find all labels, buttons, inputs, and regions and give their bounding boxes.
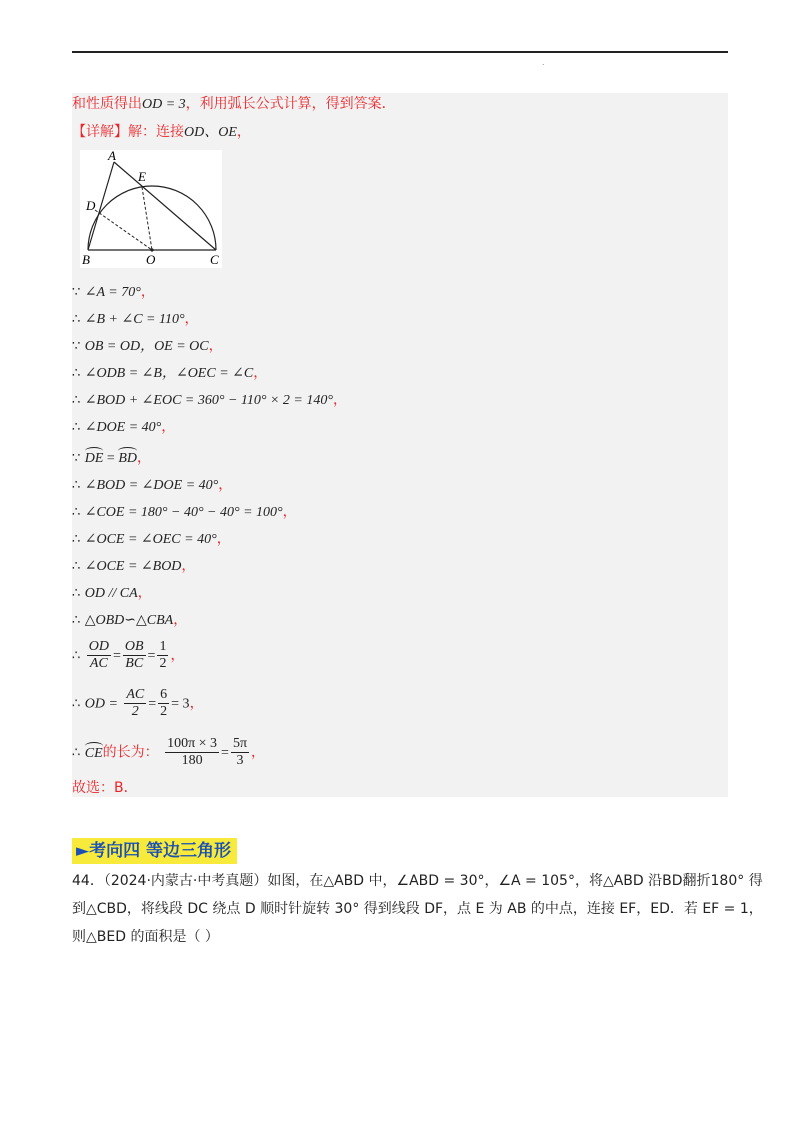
detail-text-end: ， <box>236 124 251 140</box>
label-a: A <box>108 150 116 163</box>
detail-math: OD、OE <box>184 125 237 140</box>
step-3: ∵ OB = OD，OE = OC， <box>72 338 223 354</box>
step-2: ∴ ∠B + ∠C = 110°， <box>72 311 199 327</box>
od-step: ∴ OD = $\frac{AC}{2}$ = $\frac{6}{2}$ = 3， <box>72 687 204 719</box>
question-line-1: 44．（2024·内蒙古·中考真题）如图，在△ABD 中，∠ABD = 30°，∠A = 105°，将△ABD 沿BD翻折180° 得 <box>72 873 763 889</box>
page-dot: . <box>542 58 545 67</box>
arc-length-step: ∴ CE的长为： $\frac{100\pi \times 3}{180}$ = $\frac{5\pi}{3}$ ， <box>72 736 266 768</box>
solution-intro <box>72 95 396 114</box>
geometry-figure <box>80 150 222 268</box>
step-12: ∴ OD // CA， <box>72 585 152 601</box>
step-1: ∵ ∠A = 70°， <box>72 284 155 300</box>
label-d: D <box>86 198 96 213</box>
detail-text: 解：连接 <box>128 124 184 140</box>
header-rule <box>72 51 728 53</box>
solution-block <box>72 93 728 797</box>
detail-tag: 【详解】 <box>72 124 128 140</box>
question-line-3: 则△BED 的面积是（ ） <box>72 929 219 945</box>
intro-text-end: ，利用弧长公式计算，得到答案． <box>185 96 396 112</box>
label-o: O <box>146 252 156 267</box>
step-6: ∴ ∠DOE = 40°， <box>72 419 176 435</box>
intro-math: OD = 3 <box>142 97 186 112</box>
step-7: ∵ DE = BD， <box>72 450 151 466</box>
step-5: ∴ ∠BOD + ∠EOC = 360° − 110° × 2 = 140°， <box>72 392 347 408</box>
solution-detail <box>72 123 251 142</box>
ratio-step: ∴ $\frac{OD}{AC}$ = $\frac{OB}{BC}$ = $\frac{1}{2}$ ， <box>72 639 185 671</box>
step-4: ∴ ∠ODB = ∠B，∠OEC = ∠C， <box>72 365 268 381</box>
question-line-2: 到△CBD，将线段 DC 绕点 D 顺时针旋转 30° 得到线段 DF，点 E 为 AB 的中点，连接 EF，ED．若 EF = 1， <box>72 901 763 917</box>
step-9: ∴ ∠COE = 180° − 40° − 40° = 100°， <box>72 504 297 520</box>
step-11: ∴ ∠OCE = ∠BOD， <box>72 558 196 574</box>
label-c: C <box>210 252 219 267</box>
step-8: ∴ ∠BOD = ∠DOE = 40°， <box>72 477 233 493</box>
label-b: B <box>82 252 90 267</box>
step-10: ∴ ∠OCE = ∠OEC = 40°， <box>72 531 231 547</box>
intro-text: 和性质得出 <box>72 96 142 112</box>
section-heading: ►考向四 等边三角形 <box>72 838 237 864</box>
label-e: E <box>138 169 146 184</box>
answer-line: 故选：B． <box>72 780 138 796</box>
step-13: ∴ △OBD∽△CBA， <box>72 612 188 628</box>
